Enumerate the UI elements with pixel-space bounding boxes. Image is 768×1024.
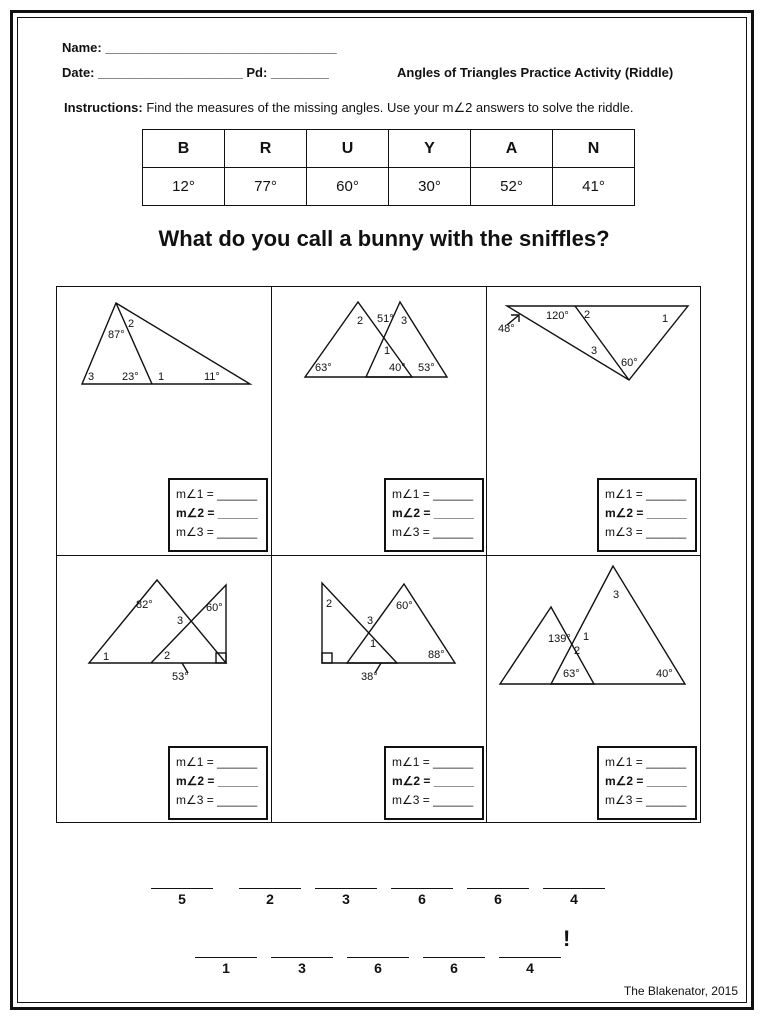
p5-label: 38° [361, 671, 378, 683]
p3-label: 48° [498, 323, 515, 335]
exclamation-mark: ! [563, 926, 571, 951]
name-label: Name: [62, 40, 102, 55]
p4-label: 2 [164, 650, 171, 662]
answer-blank[interactable]: 6 [467, 888, 529, 907]
key-value: 12° [143, 168, 225, 206]
key-value: 60° [307, 168, 389, 206]
p2-label: 2 [357, 315, 364, 327]
key-value: 52° [471, 168, 553, 206]
angle3-answer[interactable]: m∠3 = ______ [605, 525, 687, 539]
answer-blank[interactable]: 6 [391, 888, 453, 907]
key-letter: N [553, 130, 635, 168]
name-line[interactable]: ________________________________ [105, 40, 337, 55]
p6-label: 63° [563, 668, 580, 680]
date-line[interactable]: ____________________ [98, 65, 243, 80]
angle2-answer[interactable]: m∠2 = ______ [176, 506, 258, 520]
pd-label: Pd: [246, 65, 268, 80]
answer-box[interactable] [168, 746, 268, 820]
p4-label: 1 [103, 651, 110, 663]
answer-box[interactable] [384, 746, 484, 820]
p6-label: 2 [574, 645, 581, 657]
p4-label: 53° [172, 671, 189, 683]
answer-blank[interactable]: 4 [499, 957, 561, 976]
answer-blank[interactable]: 4 [543, 888, 605, 907]
key-letter: U [307, 130, 389, 168]
answer-blank[interactable]: 3 [271, 957, 333, 976]
angle3-answer[interactable]: m∠3 = ______ [176, 525, 258, 539]
angle2-answer[interactable]: m∠2 = ______ [392, 506, 474, 520]
key-value: 77° [225, 168, 307, 206]
answer-blank[interactable]: 6 [423, 957, 485, 976]
date-label: Date: [62, 65, 95, 80]
p1-label: 11° [204, 371, 220, 383]
answer-box[interactable] [384, 478, 484, 552]
p3-label: 120° [546, 310, 569, 322]
p2-label: 51° [377, 313, 394, 325]
credit-footer: The Blakenator, 2015 [623, 984, 738, 998]
p2-label: 40° [389, 362, 406, 374]
p1-label: 1 [158, 371, 165, 383]
p6-label: 1 [583, 631, 590, 643]
key-value: 30° [389, 168, 471, 206]
p5-label: 1 [370, 638, 377, 650]
answer-box[interactable] [168, 478, 268, 552]
key-letter: R [225, 130, 307, 168]
p2-label: 3 [401, 315, 408, 327]
key-letter: A [471, 130, 553, 168]
p1-label: 2 [128, 318, 135, 330]
angle2-answer[interactable]: m∠2 = ______ [176, 774, 258, 788]
p6-label: 40° [656, 668, 673, 680]
p3-label: 2 [584, 309, 591, 321]
angle3-answer[interactable]: m∠3 = ______ [392, 525, 474, 539]
problem-1-diagram [82, 303, 250, 384]
instructions-label: Instructions: [64, 100, 143, 115]
p3-label: 60° [621, 357, 638, 369]
key-letter: Y [389, 130, 471, 168]
angle2-answer[interactable]: m∠2 = ______ [392, 774, 474, 788]
p5-label: 88° [428, 649, 445, 661]
angle1-answer[interactable]: m∠1 = ______ [176, 487, 258, 501]
problem-6-diagram [500, 566, 685, 684]
p2-label: 53° [418, 362, 435, 374]
angle3-answer[interactable]: m∠3 = ______ [176, 793, 258, 807]
p2-label: 1 [384, 345, 391, 357]
angle1-answer[interactable]: m∠1 = ______ [605, 487, 687, 501]
riddle-question: What do you call a bunny with the sniffles? [158, 226, 610, 251]
p6-label: 3 [613, 589, 620, 601]
problem-3-diagram [507, 306, 688, 380]
angle1-answer[interactable]: m∠1 = ______ [392, 755, 474, 769]
angle1-answer[interactable]: m∠1 = ______ [392, 487, 474, 501]
answer-box[interactable] [597, 478, 697, 552]
answer-blank[interactable]: 6 [347, 957, 409, 976]
p3-label: 1 [662, 313, 669, 325]
worksheet-title: Angles of Triangles Practice Activity (Riddle) [397, 65, 674, 80]
answer-blank[interactable]: 3 [315, 888, 377, 907]
p2-label: 63° [315, 362, 332, 374]
p1-label: 23° [122, 371, 139, 383]
p4-label: 60° [206, 602, 223, 614]
key-value: 41° [553, 168, 635, 206]
p4-label: 3 [177, 615, 184, 627]
instructions-text: Find the measures of the missing angles. Use your m∠2 answers to solve the riddle. [146, 100, 634, 115]
p3-label: 3 [591, 345, 598, 357]
angle3-answer[interactable]: m∠3 = ______ [392, 793, 474, 807]
p5-label: 60° [396, 600, 413, 612]
answer-box[interactable] [597, 746, 697, 820]
p5-label: 3 [367, 615, 374, 627]
p1-label: 3 [88, 371, 95, 383]
p6-label: 139° [548, 633, 571, 645]
p4-label: 82° [136, 599, 153, 611]
angle2-answer[interactable]: m∠2 = ______ [605, 506, 687, 520]
angle2-answer[interactable]: m∠2 = ______ [605, 774, 687, 788]
p5-label: 2 [326, 598, 333, 610]
problem-4-diagram [89, 580, 226, 673]
answer-blank[interactable]: 2 [239, 888, 301, 907]
answer-blank[interactable]: 1 [195, 957, 257, 976]
p1-label: 87° [108, 329, 125, 341]
answer-blank[interactable]: 5 [151, 888, 213, 907]
key-letter: B [143, 130, 225, 168]
angle1-answer[interactable]: m∠1 = ______ [176, 755, 258, 769]
angle1-answer[interactable]: m∠1 = ______ [605, 755, 687, 769]
angle3-answer[interactable]: m∠3 = ______ [605, 793, 687, 807]
pd-line[interactable]: ________ [270, 65, 329, 80]
